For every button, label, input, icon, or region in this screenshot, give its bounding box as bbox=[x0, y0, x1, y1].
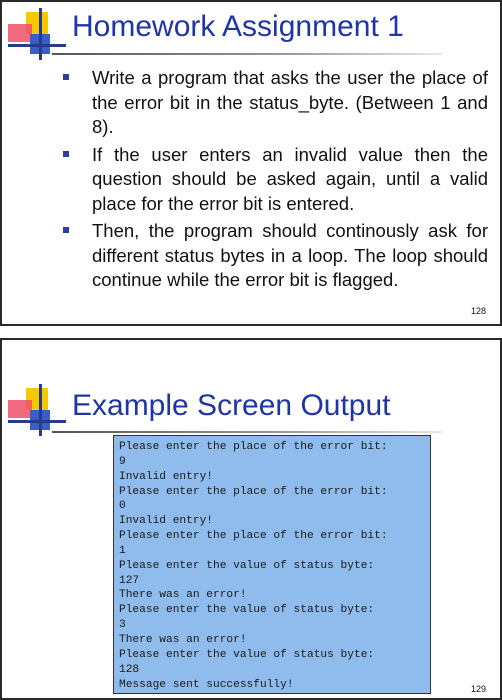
slide-logo-icon bbox=[8, 384, 66, 436]
bullet-square-icon bbox=[63, 74, 69, 80]
output-line: Please enter the value of status byte: bbox=[119, 648, 375, 661]
output-line: There was an error! bbox=[119, 589, 247, 602]
output-line: Please enter the value of status byte: bbox=[119, 604, 375, 617]
title-divider bbox=[52, 53, 442, 55]
bullet-item bbox=[60, 66, 488, 140]
output-line: 1 bbox=[119, 544, 126, 557]
output-line: Please enter the value of status byte: bbox=[119, 559, 375, 572]
output-line: Please enter the place of the error bit: bbox=[119, 530, 388, 543]
bullet-text: If the user enters an invalid value then the question should be asked again, until a valid place for the error bit is entered. bbox=[92, 143, 488, 214]
title-divider bbox=[52, 431, 442, 433]
page-number: 128 bbox=[470, 306, 486, 316]
bullet-square-icon bbox=[63, 227, 69, 233]
bullet-item bbox=[60, 143, 488, 217]
bullet-text: Write a program that asks the user the place of the error bit in the status_byte. (Between 1 and 8). bbox=[92, 67, 488, 137]
output-line: Please enter the place of the error bit: bbox=[119, 485, 388, 498]
output-line: Please enter the place of the error bit: bbox=[119, 441, 388, 453]
page-number: 129 bbox=[470, 684, 486, 694]
output-line: 3 bbox=[119, 619, 126, 632]
slide-title: Homework Assignment 1 bbox=[72, 10, 404, 43]
output-line: There was an error! bbox=[119, 633, 247, 646]
slide-homework-assignment bbox=[0, 0, 502, 326]
slide-title: Example Screen Output bbox=[72, 389, 391, 422]
screen-output-box bbox=[113, 435, 431, 694]
bullet-text: Then, the program should continously ask for different status bytes in a loop. The loop should continue while the error bit is flagged. bbox=[92, 220, 488, 290]
bullet-item bbox=[60, 219, 488, 293]
output-line: 0 bbox=[119, 500, 126, 513]
output-line: 128 bbox=[119, 663, 140, 676]
output-line: Invalid entry! bbox=[119, 515, 213, 528]
output-line: 127 bbox=[119, 574, 140, 587]
output-line: Invalid entry! bbox=[119, 470, 213, 483]
slide-example-output bbox=[0, 338, 502, 700]
slide-separator bbox=[0, 326, 502, 338]
bullet-square-icon bbox=[63, 151, 69, 157]
output-line: Message sent successfully! bbox=[119, 678, 294, 691]
bullet-list bbox=[60, 66, 488, 296]
output-line: 9 bbox=[119, 455, 126, 468]
